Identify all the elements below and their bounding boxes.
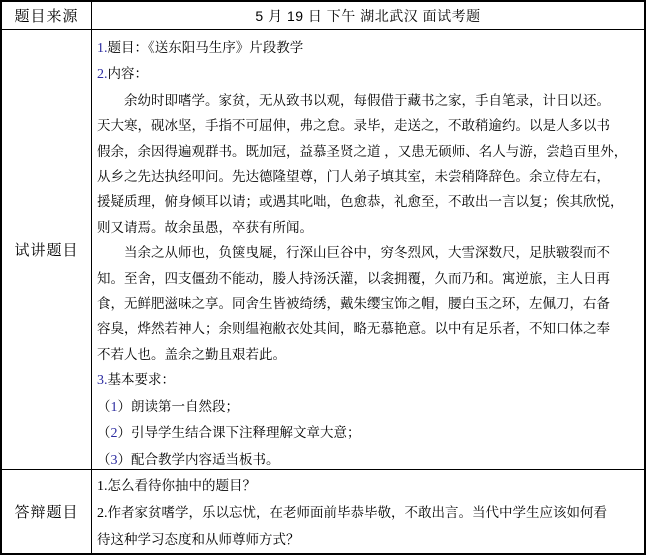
line-text: 题目：《送东阳马生序》片段教学 <box>107 40 304 55</box>
item-number: 1. <box>97 41 108 56</box>
text-line: 援疑质理，俯身倾耳以请；或遇其叱咄，色愈恭，礼愈至，不敢出一言以复；俟其欣悦， <box>97 194 624 210</box>
line-text: 内容： <box>107 66 148 82</box>
text-line <box>97 61 642 87</box>
paren-close: ） <box>117 425 131 441</box>
text-line: 假余，余因得遍观群书。既加冠，益慕圣贤之道 ，又患无硕师、名人与游，尝趋百里外， <box>97 143 628 159</box>
source-value: 5 月 19 日 下午 湖北武汉 面试考题 <box>255 7 481 24</box>
defense-row <box>2 469 644 553</box>
paren-close: ） <box>117 451 131 467</box>
defense-label: 答辩题目 <box>2 470 92 553</box>
text-line <box>97 447 642 470</box>
item-number: 2. <box>97 67 108 83</box>
item-number: 2. <box>97 506 108 521</box>
text-line: 从乡之先达执经叩问。先达德隆望尊，门人弟子填其室，未尝稍降辞色。余立侍左右， <box>97 169 610 185</box>
source-row <box>2 2 644 29</box>
item-number: 1 <box>110 399 118 415</box>
paren-open: （ <box>97 451 111 467</box>
source-label: 题目来源 <box>2 2 92 29</box>
text-line <box>97 367 642 393</box>
item-number: 1. <box>97 479 108 494</box>
text-line <box>97 420 642 446</box>
trial-row <box>2 29 644 469</box>
item-number: 2 <box>110 426 118 442</box>
trial-content <box>92 30 644 469</box>
paren-open: （ <box>97 398 111 414</box>
line-text: 引导学生结合课下注释理解文章大意； <box>131 425 361 441</box>
line-text: 配合教学内容适当板书。 <box>131 451 280 467</box>
paren-close: ） <box>117 398 131 414</box>
text-line <box>97 500 642 527</box>
line-text: 朗读第一自然段； <box>131 398 239 414</box>
paren-open: （ <box>97 425 111 441</box>
defense-content <box>92 470 644 553</box>
text-line <box>97 35 642 61</box>
trial-label: 试讲题目 <box>2 30 92 469</box>
line-text: 作者家贫嗜学，乐以忘忧，在老师面前毕恭毕敬，不敢出言。当代中学生应该如何看 <box>107 505 607 520</box>
text-line: 则又请焉。故余虽愚，卒获有所闻。 <box>97 219 313 235</box>
text-line: 待这种学习态度和从师尊师方式？ <box>97 532 300 547</box>
text-line <box>97 394 642 420</box>
text-line: 不若人也。盖余之勤且艰若此。 <box>97 346 286 362</box>
line-text: 怎么看待你抽中的题目？ <box>107 478 256 493</box>
text-line <box>97 473 642 500</box>
line-text: 基本要求： <box>107 372 175 388</box>
text-line: 天大寒，砚冰坚，手指不可屈伸，弗之怠。录毕，走送之，不敢稍逾约。以是人多以书 <box>97 118 610 134</box>
text-line: 容臭，烨然若神人；余则缊袍敝衣处其间，略无慕艳意。以中有足乐者，不知口体之奉 <box>97 321 610 337</box>
text-line: 食，无鲜肥滋味之享。同舍生皆被绮绣，戴朱缨宝饰之帽，腰白玉之环，左佩刀，右备 <box>97 296 610 312</box>
item-number: 3 <box>110 452 118 468</box>
text-line: 余幼时即嗜学。家贫，无从致书以观，每假借于藏书之家，手自笔录，计日以还。 <box>97 92 610 108</box>
item-number: 3. <box>97 373 108 389</box>
text-line: 知。至舍，四支僵劲不能动，媵人持汤沃灌，以衾拥覆，久而乃和。寓逆旅，主人日再 <box>97 270 610 286</box>
text-line: 当余之从师也，负箧曳屣，行深山巨谷中，穷冬烈风，大雪深数尺，足肤皲裂而不 <box>97 245 610 261</box>
